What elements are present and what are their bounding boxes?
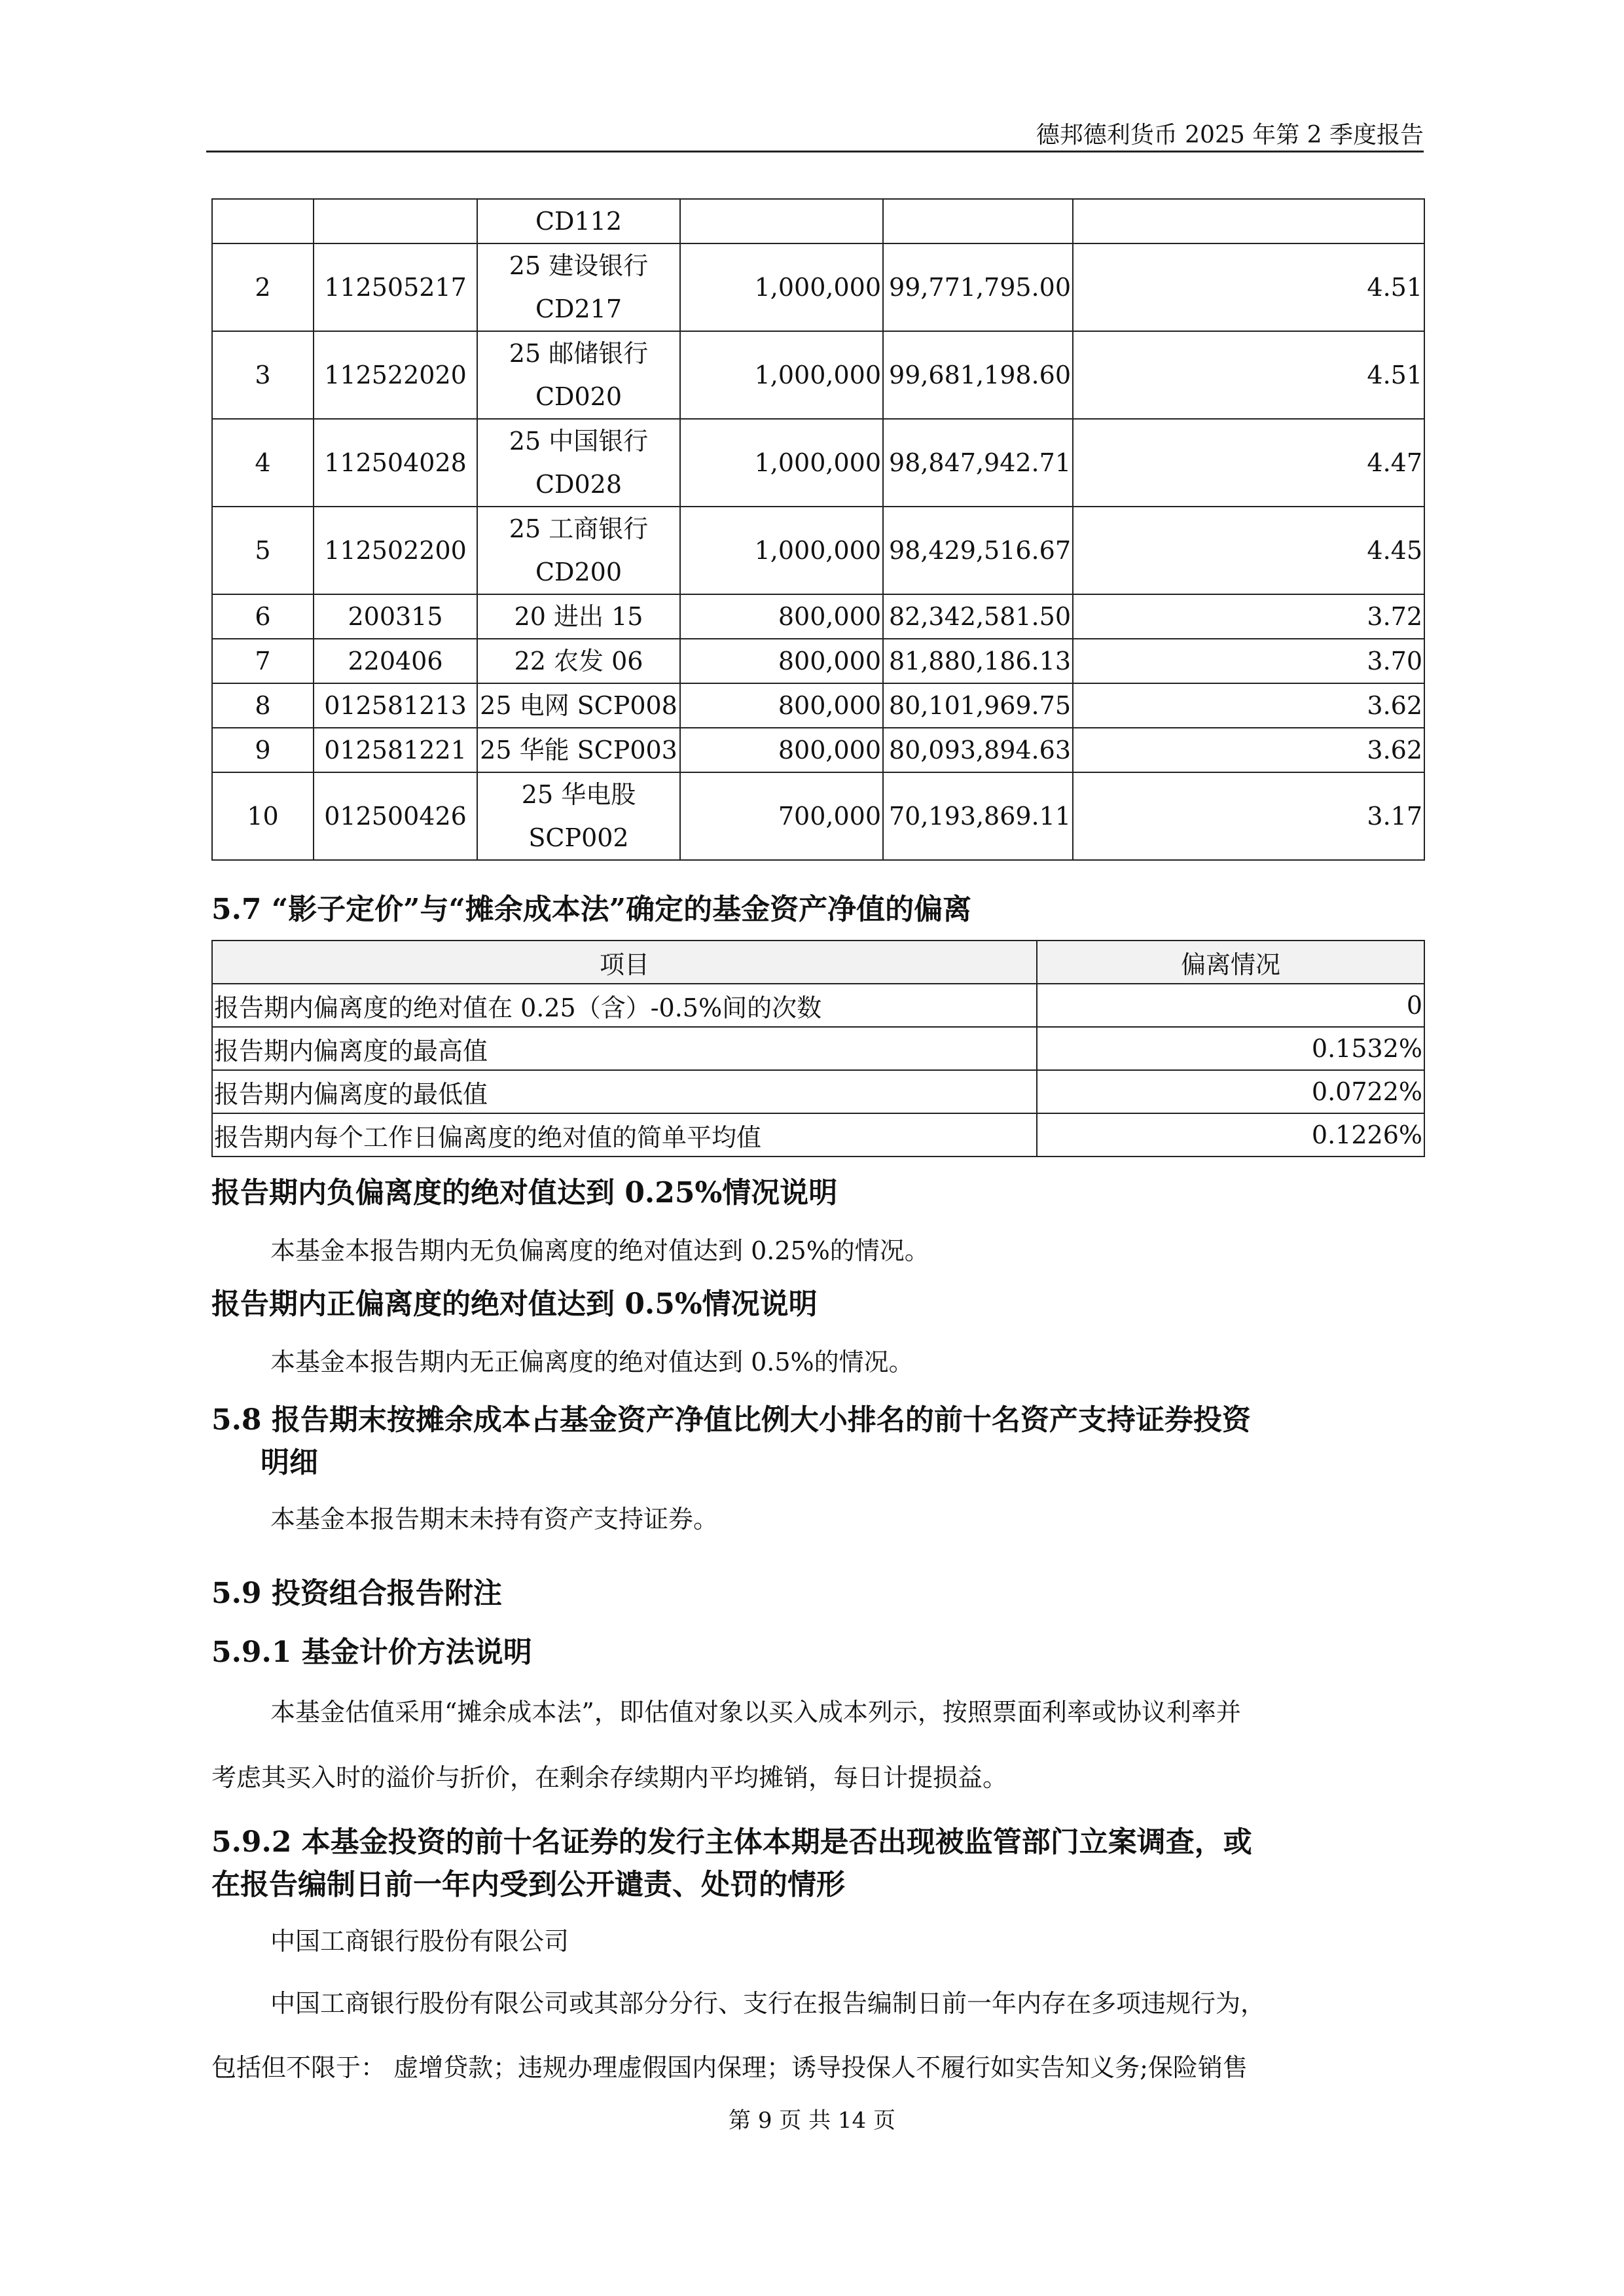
deviation-table <box>211 940 1425 1157</box>
holdings-rank-cell: 7 <box>212 639 314 683</box>
holdings-name-line: 25 工商银行 <box>509 514 649 543</box>
penalty-description-line1: 中国工商银行股份有限公司或其部分分行、支行在报告编制日前一年内存在多项违规行为， <box>270 1989 1266 2018</box>
holdings-quantity-cell: 1,000,000 <box>680 243 883 331</box>
deviation-row <box>212 1113 1424 1157</box>
holdings-code-cell <box>314 199 477 243</box>
top-ten-holdings-table <box>211 198 1425 861</box>
holdings-quantity-cell: 800,000 <box>680 683 883 728</box>
holdings-code-cell: 012581213 <box>314 683 477 728</box>
negative-deviation-heading: 报告期内负偏离度的绝对值达到 0.25%情况说明 <box>211 1176 838 1210</box>
holdings-name-cell <box>477 728 680 772</box>
holdings-rank-cell: 6 <box>212 594 314 639</box>
penalized-company-name: 中国工商银行股份有限公司 <box>270 1927 569 1956</box>
holdings-code-cell: 220406 <box>314 639 477 683</box>
deviation-header-value: 偏离情况 <box>1037 941 1424 984</box>
holdings-pct-cell: 4.45 <box>1073 507 1424 594</box>
holdings-fair-value-cell: 82,342,581.50 <box>883 594 1073 639</box>
holdings-pct-cell: 4.51 <box>1073 243 1424 331</box>
holdings-name-line: CD028 <box>535 470 623 499</box>
holdings-quantity-cell: 800,000 <box>680 728 883 772</box>
deviation-value-cell: 0.1532% <box>1037 1027 1424 1070</box>
holdings-name-cell <box>477 683 680 728</box>
section-5-9-1-heading: 5.9.1 基金计价方法说明 <box>211 1636 532 1669</box>
holdings-pct-cell: 3.17 <box>1073 772 1424 860</box>
deviation-header-item: 项目 <box>212 941 1037 984</box>
holdings-row <box>212 507 1424 594</box>
holdings-quantity-cell <box>680 199 883 243</box>
deviation-item-cell: 报告期内偏离度的最高值 <box>212 1027 1037 1070</box>
holdings-fair-value-cell: 98,847,942.71 <box>883 419 1073 507</box>
holdings-quantity-cell: 800,000 <box>680 639 883 683</box>
holdings-pct-cell: 3.62 <box>1073 728 1424 772</box>
holdings-rank-cell: 3 <box>212 331 314 419</box>
holdings-name-line: CD112 <box>535 207 623 236</box>
page-number: 第 9 页 共 14 页 <box>729 2108 895 2134</box>
holdings-row <box>212 683 1424 728</box>
holdings-name-line: CD020 <box>535 382 623 411</box>
holdings-row <box>212 772 1424 860</box>
holdings-pct-cell <box>1073 199 1424 243</box>
holdings-fair-value-cell: 99,681,198.60 <box>883 331 1073 419</box>
holdings-name-line: CD200 <box>535 558 623 586</box>
positive-deviation-heading: 报告期内正偏离度的绝对值达到 0.5%情况说明 <box>211 1287 818 1321</box>
holdings-name-cell <box>477 639 680 683</box>
deviation-table-header-row <box>212 941 1424 984</box>
section-5-8-text: 本基金本报告期末未持有资产支持证券。 <box>270 1505 719 1534</box>
holdings-pct-cell: 3.72 <box>1073 594 1424 639</box>
holdings-rank-cell: 10 <box>212 772 314 860</box>
holdings-pct-cell: 3.70 <box>1073 639 1424 683</box>
holdings-name-line: 22 农发 06 <box>514 647 643 675</box>
holdings-rank-cell: 4 <box>212 419 314 507</box>
deviation-row <box>212 1070 1424 1113</box>
holdings-pct-cell: 4.47 <box>1073 419 1424 507</box>
holdings-name-line: 25 建设银行 <box>509 251 649 280</box>
holdings-fair-value-cell <box>883 199 1073 243</box>
section-5-9-2-heading-line1: 5.9.2 本基金投资的前十名证券的发行主体本期是否出现被监管部门立案调查，或 <box>211 1825 1252 1859</box>
holdings-name-line: 20 进出 15 <box>514 602 643 631</box>
holdings-quantity-cell: 700,000 <box>680 772 883 860</box>
holdings-row <box>212 199 1424 243</box>
holdings-name-line: 25 华能 SCP003 <box>480 736 677 764</box>
negative-deviation-text: 本基金本报告期内无负偏离度的绝对值达到 0.25%的情况。 <box>270 1236 929 1265</box>
positive-deviation-text: 本基金本报告期内无正偏离度的绝对值达到 0.5%的情况。 <box>270 1348 914 1376</box>
holdings-row <box>212 639 1424 683</box>
holdings-code-cell: 012581221 <box>314 728 477 772</box>
section-5-7-heading: 5.7 “影子定价”与“摊余成本法”确定的基金资产净值的偏离 <box>211 893 972 926</box>
holdings-name-line: SCP002 <box>528 823 629 852</box>
holdings-rank-cell: 2 <box>212 243 314 331</box>
holdings-name-cell <box>477 199 680 243</box>
holdings-row <box>212 419 1424 507</box>
holdings-name-cell <box>477 772 680 860</box>
penalty-description-line2: 包括但不限于： 虚增贷款；违规办理虚假国内保理；诱导投保人不履行如实告知义务;保险销售 <box>211 2053 1248 2082</box>
holdings-code-cell: 200315 <box>314 594 477 639</box>
holdings-name-cell <box>477 243 680 331</box>
report-title: 德邦德利货币 2025 年第 2 季度报告 <box>1036 122 1424 149</box>
holdings-fair-value-cell: 81,880,186.13 <box>883 639 1073 683</box>
holdings-fair-value-cell: 98,429,516.67 <box>883 507 1073 594</box>
holdings-name-line: CD217 <box>535 295 623 323</box>
holdings-rank-cell: 5 <box>212 507 314 594</box>
deviation-value-cell: 0.1226% <box>1037 1113 1424 1157</box>
holdings-pct-cell: 4.51 <box>1073 331 1424 419</box>
holdings-quantity-cell: 1,000,000 <box>680 419 883 507</box>
deviation-item-cell: 报告期内偏离度的最低值 <box>212 1070 1037 1113</box>
holdings-code-cell: 112504028 <box>314 419 477 507</box>
holdings-quantity-cell: 800,000 <box>680 594 883 639</box>
section-5-9-heading: 5.9 投资组合报告附注 <box>211 1577 502 1610</box>
holdings-quantity-cell: 1,000,000 <box>680 507 883 594</box>
section-5-9-1-line1: 本基金估值采用“摊余成本法”，即估值对象以买入成本列示，按照票面利率或协议利率并 <box>270 1698 1241 1727</box>
holdings-code-cell: 112505217 <box>314 243 477 331</box>
deviation-row <box>212 984 1424 1027</box>
holdings-code-cell: 112522020 <box>314 331 477 419</box>
deviation-value-cell: 0.0722% <box>1037 1070 1424 1113</box>
holdings-row <box>212 594 1424 639</box>
deviation-value-cell: 0 <box>1037 984 1424 1027</box>
holdings-quantity-cell: 1,000,000 <box>680 331 883 419</box>
holdings-pct-cell: 3.62 <box>1073 683 1424 728</box>
holdings-name-cell <box>477 419 680 507</box>
holdings-name-cell <box>477 331 680 419</box>
holdings-row <box>212 243 1424 331</box>
holdings-row <box>212 728 1424 772</box>
deviation-item-cell: 报告期内每个工作日偏离度的绝对值的简单平均值 <box>212 1113 1037 1157</box>
section-5-8-heading-line2: 明细 <box>261 1446 318 1479</box>
holdings-fair-value-cell: 80,101,969.75 <box>883 683 1073 728</box>
holdings-name-line: 25 华电股 <box>521 780 636 809</box>
section-5-9-2-heading-line2: 在报告编制日前一年内受到公开谴责、处罚的情形 <box>211 1868 845 1901</box>
holdings-name-cell <box>477 594 680 639</box>
holdings-code-cell: 012500426 <box>314 772 477 860</box>
holdings-rank-cell: 8 <box>212 683 314 728</box>
holdings-code-cell: 112502200 <box>314 507 477 594</box>
section-5-8-heading-line1: 5.8 报告期末按摊余成本占基金资产净值比例大小排名的前十名资产支持证券投资 <box>211 1403 1251 1437</box>
page-header <box>206 111 1424 152</box>
holdings-fair-value-cell: 99,771,795.00 <box>883 243 1073 331</box>
holdings-rank-cell: 9 <box>212 728 314 772</box>
holdings-name-cell <box>477 507 680 594</box>
holdings-fair-value-cell: 80,093,894.63 <box>883 728 1073 772</box>
holdings-fair-value-cell: 70,193,869.11 <box>883 772 1073 860</box>
holdings-name-line: 25 电网 SCP008 <box>480 691 677 720</box>
holdings-rank-cell <box>212 199 314 243</box>
deviation-item-cell: 报告期内偏离度的绝对值在 0.25（含）-0.5%间的次数 <box>212 984 1037 1027</box>
holdings-name-line: 25 邮储银行 <box>509 339 649 368</box>
deviation-row <box>212 1027 1424 1070</box>
holdings-name-line: 25 中国银行 <box>509 427 649 456</box>
section-5-9-1-line2: 考虑其买入时的溢价与折价，在剩余存续期内平均摊销，每日计提损益。 <box>211 1763 1008 1792</box>
holdings-row <box>212 331 1424 419</box>
